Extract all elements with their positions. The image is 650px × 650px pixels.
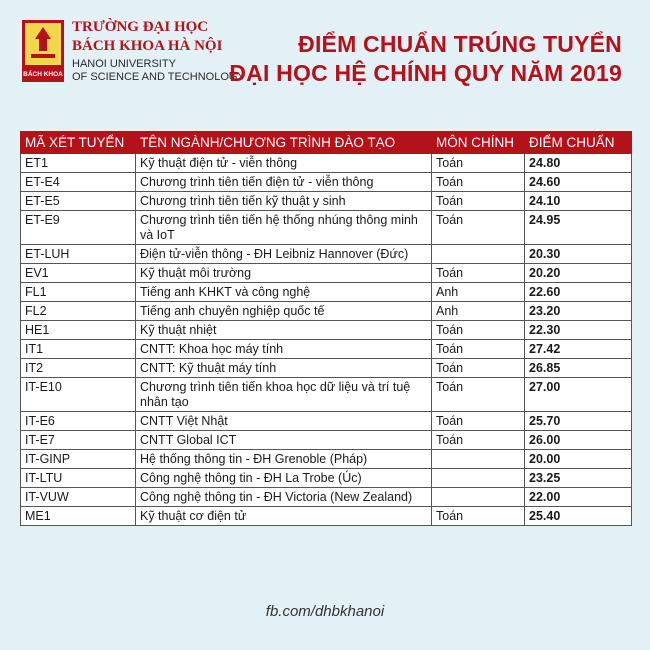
cell-subject <box>432 450 525 469</box>
cell-program: Điện tử-viễn thông - ĐH Leibniz Hannover (Đức) <box>136 245 432 264</box>
cell-code: ET-LUH <box>21 245 136 264</box>
cell-subject: Toán <box>432 154 525 173</box>
university-name-en: HANOI UNIVERSITY OF SCIENCE AND TECHNOLOGY <box>72 58 245 83</box>
table-row <box>21 173 632 192</box>
cell-program: Kỹ thuật cơ điện tử <box>136 507 432 526</box>
table-row <box>21 431 632 450</box>
cell-subject: Toán <box>432 192 525 211</box>
cell-program: Công nghệ thông tin - ĐH La Trobe (Úc) <box>136 469 432 488</box>
cell-program: CNTT Global ICT <box>136 431 432 450</box>
cell-score: 20.00 <box>525 450 632 469</box>
cell-subject: Toán <box>432 264 525 283</box>
cell-code: IT-E10 <box>21 378 136 412</box>
table-row <box>21 245 632 264</box>
cell-code: ET-E5 <box>21 192 136 211</box>
cell-score: 22.60 <box>525 283 632 302</box>
admission-scores-table <box>20 131 632 526</box>
cell-score: 24.95 <box>525 211 632 245</box>
cell-program: Tiếng anh chuyên nghiệp quốc tế <box>136 302 432 321</box>
table-row <box>21 412 632 431</box>
cell-subject <box>432 469 525 488</box>
cell-subject: Toán <box>432 412 525 431</box>
cell-subject: Toán <box>432 340 525 359</box>
university-logo <box>22 20 64 82</box>
cell-subject: Toán <box>432 321 525 340</box>
cell-code: IT-VUW <box>21 488 136 507</box>
cell-code: IT-LTU <box>21 469 136 488</box>
cell-score: 20.30 <box>525 245 632 264</box>
cell-score: 27.00 <box>525 378 632 412</box>
table-row <box>21 283 632 302</box>
table-row <box>21 507 632 526</box>
cell-subject: Toán <box>432 173 525 192</box>
cell-program: Tiếng anh KHKT và công nghệ <box>136 283 432 302</box>
header-program: TÊN NGÀNH/CHƯƠNG TRÌNH ĐÀO TẠO <box>136 132 432 154</box>
cell-program: Chương trình tiên tiến hệ thống nhúng thông minh và IoT <box>136 211 432 245</box>
cell-program: CNTT Việt Nhật <box>136 412 432 431</box>
cell-code: ET-E9 <box>21 211 136 245</box>
table-header-row <box>21 132 632 154</box>
cell-code: ET1 <box>21 154 136 173</box>
table-row <box>21 469 632 488</box>
cell-code: FL2 <box>21 302 136 321</box>
cell-subject: Toán <box>432 378 525 412</box>
cell-code: IT-GINP <box>21 450 136 469</box>
cell-code: FL1 <box>21 283 136 302</box>
cell-program: Hệ thống thông tin - ĐH Grenoble (Pháp) <box>136 450 432 469</box>
cell-subject: Toán <box>432 359 525 378</box>
cell-code: IT-E6 <box>21 412 136 431</box>
cell-program: Kỹ thuật môi trường <box>136 264 432 283</box>
table-row <box>21 302 632 321</box>
cell-score: 23.20 <box>525 302 632 321</box>
cell-program: CNTT: Khoa học máy tính <box>136 340 432 359</box>
table-row <box>21 378 632 412</box>
cell-score: 26.00 <box>525 431 632 450</box>
cell-program: CNTT: Kỹ thuật máy tính <box>136 359 432 378</box>
table-row <box>21 192 632 211</box>
table-row <box>21 211 632 245</box>
table-row <box>21 340 632 359</box>
cell-program: Chương trình tiên tiến điện tử - viễn thông <box>136 173 432 192</box>
header-subject: MÔN CHÍNH <box>432 132 525 154</box>
table-body <box>21 154 632 526</box>
table-row <box>21 359 632 378</box>
cell-score: 24.80 <box>525 154 632 173</box>
page-title: ĐIỂM CHUẨN TRÚNG TUYỂN ĐẠI HỌC HỆ CHÍNH QUY NĂM 2019 <box>229 31 622 86</box>
cell-code: IT-E7 <box>21 431 136 450</box>
cell-subject: Toán <box>432 507 525 526</box>
facebook-link[interactable]: fb.com/dhbkhanoi <box>265 603 385 620</box>
cell-program: Công nghệ thông tin - ĐH Victoria (New Zealand) <box>136 488 432 507</box>
header-score: ĐIỂM CHUẨN <box>525 132 632 154</box>
cell-program: Chương trình tiên tiến khoa học dữ liệu và trí tuệ nhân tạo <box>136 378 432 412</box>
table-row <box>21 264 632 283</box>
cell-program: Kỹ thuật nhiệt <box>136 321 432 340</box>
cell-code: EV1 <box>21 264 136 283</box>
cell-subject: Toán <box>432 431 525 450</box>
cell-subject: Anh <box>432 283 525 302</box>
cell-code: ME1 <box>21 507 136 526</box>
cell-score: 20.20 <box>525 264 632 283</box>
cell-program: Chương trình tiên tiến kỹ thuật y sinh <box>136 192 432 211</box>
cell-subject <box>432 245 525 264</box>
cell-subject: Toán <box>432 211 525 245</box>
cell-score: 25.70 <box>525 412 632 431</box>
cell-score: 24.10 <box>525 192 632 211</box>
header-code: MÃ XÉT TUYỂN <box>21 132 136 154</box>
cell-subject <box>432 488 525 507</box>
cell-score: 22.00 <box>525 488 632 507</box>
cell-code: IT1 <box>21 340 136 359</box>
table-row <box>21 154 632 173</box>
table-row <box>21 450 632 469</box>
cell-score: 24.60 <box>525 173 632 192</box>
university-name-vn: TRƯỜNG ĐẠI HỌC BÁCH KHOA HÀ NỘI <box>72 19 223 54</box>
cell-code: IT2 <box>21 359 136 378</box>
cell-score: 26.85 <box>525 359 632 378</box>
cell-score: 23.25 <box>525 469 632 488</box>
table-row <box>21 321 632 340</box>
svg-text:BÁCH KHOA: BÁCH KHOA <box>23 71 63 78</box>
cell-score: 27.42 <box>525 340 632 359</box>
page-header <box>0 0 650 120</box>
table-row <box>21 488 632 507</box>
cell-program: Kỹ thuật điện tử - viễn thông <box>136 154 432 173</box>
cell-subject: Anh <box>432 302 525 321</box>
cell-score: 25.40 <box>525 507 632 526</box>
cell-code: ET-E4 <box>21 173 136 192</box>
cell-score: 22.30 <box>525 321 632 340</box>
cell-code: HE1 <box>21 321 136 340</box>
